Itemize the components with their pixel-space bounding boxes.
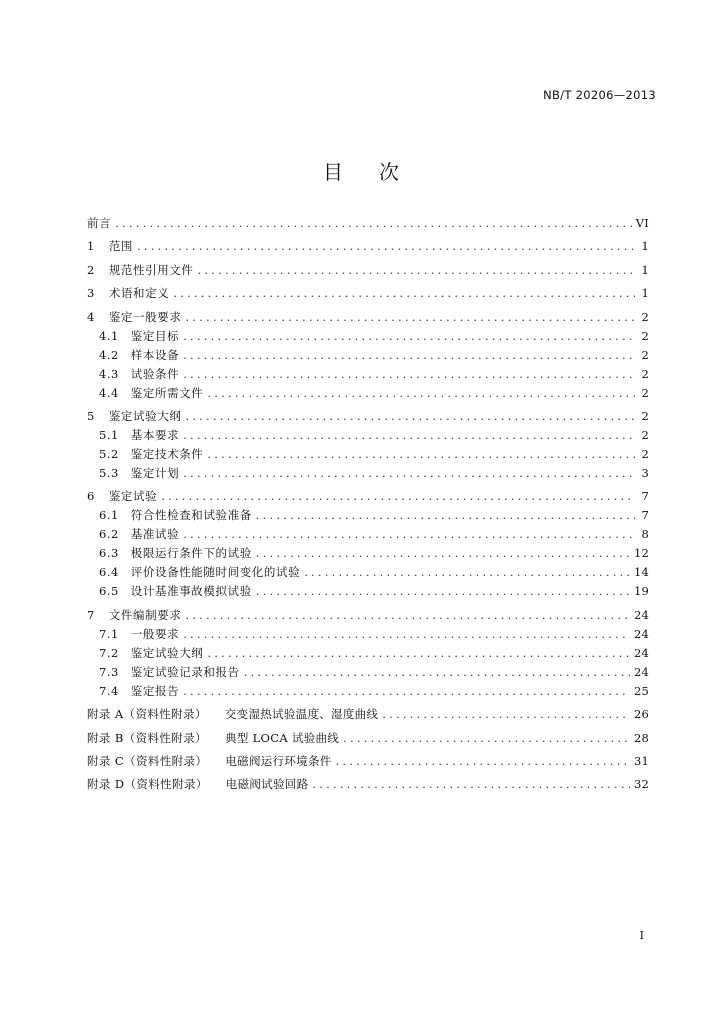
toc-entry-label: 交变湿热试验温度、湿度曲线 xyxy=(224,707,379,722)
toc-entry-label: 术语和定义 xyxy=(108,286,170,301)
toc-entry-number: 6.5 xyxy=(99,584,119,599)
toc-entry-number: 7.3 xyxy=(99,664,119,679)
toc-page-number: 2 xyxy=(641,347,649,362)
toc-subentry[interactable] xyxy=(87,506,649,525)
toc-entry-label: 鉴定试验大纲 xyxy=(108,408,182,423)
page-title xyxy=(0,156,724,185)
toc-page-number: 7 xyxy=(641,508,649,523)
dot-leader xyxy=(183,346,635,365)
toc-annex-entry[interactable] xyxy=(87,729,649,748)
dot-leader xyxy=(185,407,635,426)
toc-page-number: 28 xyxy=(633,730,649,745)
toc-subentry[interactable] xyxy=(87,563,649,582)
dot-leader xyxy=(183,625,630,644)
dot-leader xyxy=(312,775,630,794)
toc-entry-label: 鉴定试验大纲 xyxy=(130,645,204,660)
toc-page-number: VI xyxy=(635,216,649,230)
dot-leader xyxy=(256,544,630,563)
toc-entry-label: 鉴定一般要求 xyxy=(108,309,182,324)
toc-page-number: 25 xyxy=(633,683,649,698)
dot-leader xyxy=(207,384,635,403)
toc-entry-number: 5.1 xyxy=(99,427,119,442)
dot-leader xyxy=(382,705,630,724)
toc-subentry[interactable] xyxy=(87,365,649,384)
toc-page-number: 2 xyxy=(641,427,649,442)
toc-entry-number: 1 xyxy=(87,239,95,254)
table-of-contents xyxy=(87,214,649,794)
toc-entry-label: 鉴定目标 xyxy=(130,328,180,343)
dot-leader xyxy=(185,308,635,327)
toc-annex-entry[interactable] xyxy=(87,705,649,724)
page-title-left: 目 xyxy=(323,160,345,184)
toc-entry-number: 4.3 xyxy=(99,366,119,381)
dot-leader xyxy=(207,644,630,663)
toc-entry-number: 6.4 xyxy=(99,565,119,580)
toc-entry-label: 鉴定所需文件 xyxy=(130,385,204,400)
toc-page-number: 7 xyxy=(641,489,649,504)
toc-entry[interactable] xyxy=(87,214,649,233)
toc-page-number: 2 xyxy=(641,309,649,324)
toc-entry[interactable] xyxy=(87,407,649,426)
toc-page-number: 24 xyxy=(633,626,649,641)
toc-subentry[interactable] xyxy=(87,346,649,365)
toc-annex-entry[interactable] xyxy=(87,752,649,771)
toc-entry-label: 样本设备 xyxy=(130,347,180,362)
toc-subentry[interactable] xyxy=(87,663,649,682)
dot-leader xyxy=(173,284,635,303)
toc-page-number: 2 xyxy=(641,446,649,461)
footer-page-number: I xyxy=(639,929,644,942)
toc-entry-label: 鉴定计划 xyxy=(130,465,180,480)
toc-annex-label: 附录 D（资料性附录） xyxy=(87,777,208,792)
toc-page-number: 31 xyxy=(633,753,649,768)
toc-page-number: 2 xyxy=(641,385,649,400)
toc-entry-label: 基准试验 xyxy=(130,527,180,542)
dot-leader xyxy=(183,525,635,544)
toc-entry-number: 7.4 xyxy=(99,683,119,698)
toc-entry-label: 鉴定试验记录和报告 xyxy=(130,664,240,679)
toc-annex-label: 附录 B（资料性附录） xyxy=(87,730,208,745)
toc-page-number: 19 xyxy=(633,584,649,599)
toc-entry-label: 范围 xyxy=(108,239,134,254)
toc-subentry[interactable] xyxy=(87,582,649,601)
toc-page-number: 26 xyxy=(633,707,649,722)
toc-page-number: 14 xyxy=(633,565,649,580)
toc-entry[interactable] xyxy=(87,284,649,303)
toc-entry-label: 规范性引用文件 xyxy=(108,262,194,277)
toc-entry-number: 7.2 xyxy=(99,645,119,660)
toc-entry-label: 评价设备性能随时间变化的试验 xyxy=(130,565,301,580)
toc-entry-label: 前言 xyxy=(87,216,112,230)
toc-entry-number: 6 xyxy=(87,489,95,504)
toc-page-number: 2 xyxy=(641,408,649,423)
toc-entry-number: 4 xyxy=(87,309,95,324)
toc-entry-number: 4.4 xyxy=(99,385,119,400)
toc-entry-label: 电磁阀运行环境条件 xyxy=(225,753,332,768)
toc-entry-label: 试验条件 xyxy=(130,366,180,381)
dot-leader xyxy=(183,464,635,483)
toc-entry-label: 设计基准事故模拟试验 xyxy=(130,584,252,599)
dot-leader xyxy=(343,729,630,748)
dot-leader xyxy=(207,445,635,464)
toc-subentry[interactable] xyxy=(87,625,649,644)
toc-entry-label: 基本要求 xyxy=(130,427,180,442)
toc-entry-label: 鉴定试验 xyxy=(108,489,158,504)
toc-entry-number: 5.3 xyxy=(99,465,119,480)
toc-page-number: 8 xyxy=(641,527,649,542)
toc-entry-number: 5.2 xyxy=(99,446,119,461)
toc-entry-label: 鉴定技术条件 xyxy=(130,446,204,461)
dot-leader xyxy=(256,506,635,525)
toc-entry-label: 电磁阀试验回路 xyxy=(225,777,309,792)
toc-page-number: 12 xyxy=(633,546,649,561)
dot-leader xyxy=(304,563,630,582)
toc-entry-label: 文件编制要求 xyxy=(108,607,182,622)
toc-subentry[interactable] xyxy=(87,544,649,563)
toc-subentry[interactable] xyxy=(87,445,649,464)
toc-subentry[interactable] xyxy=(87,682,649,701)
toc-entry[interactable] xyxy=(87,487,649,506)
toc-entry-number: 7.1 xyxy=(99,626,119,641)
toc-entry-number: 3 xyxy=(87,286,95,301)
toc-entry-label: 鉴定报告 xyxy=(130,683,180,698)
toc-page-number: 24 xyxy=(633,645,649,660)
toc-page-number: 1 xyxy=(641,239,649,254)
dot-leader xyxy=(115,214,632,233)
toc-annex-label: 附录 A（资料性附录） xyxy=(87,707,207,722)
toc-entry[interactable] xyxy=(87,261,649,280)
toc-subentry[interactable] xyxy=(87,327,649,346)
dot-leader xyxy=(137,237,635,256)
toc-page-number: 1 xyxy=(641,262,649,277)
dot-leader xyxy=(244,663,630,682)
toc-page-number: 32 xyxy=(633,777,649,792)
toc-entry-label: 一般要求 xyxy=(130,626,180,641)
toc-annex-entry[interactable] xyxy=(87,775,649,794)
toc-entry[interactable] xyxy=(87,308,649,327)
dot-leader xyxy=(161,487,635,506)
toc-entry-number: 7 xyxy=(87,607,95,622)
toc-entry-label: 极限运行条件下的试验 xyxy=(130,546,252,561)
toc-page-number: 2 xyxy=(641,366,649,381)
dot-leader xyxy=(256,582,630,601)
toc-entry-number: 6.1 xyxy=(99,508,119,523)
toc-page-number: 24 xyxy=(633,664,649,679)
toc-entry-number: 2 xyxy=(87,262,95,277)
dot-leader xyxy=(185,606,630,625)
toc-subentry[interactable] xyxy=(87,426,649,445)
toc-entry-number: 6.3 xyxy=(99,546,119,561)
toc-annex-label: 附录 C（资料性附录） xyxy=(87,753,208,768)
toc-entry-label: 典型 LOCA 试验曲线 xyxy=(225,730,340,745)
dot-leader xyxy=(198,261,635,280)
dot-leader xyxy=(183,426,635,445)
toc-entry-number: 6.2 xyxy=(99,527,119,542)
standard-number: NB/T 20206—2013 xyxy=(543,88,656,102)
dot-leader xyxy=(336,752,630,771)
toc-entry[interactable] xyxy=(87,606,649,625)
dot-leader xyxy=(183,327,635,346)
toc-entry-number: 4.1 xyxy=(99,328,119,343)
toc-entry-number: 4.2 xyxy=(99,347,119,362)
toc-subentry[interactable] xyxy=(87,464,649,483)
toc-subentry[interactable] xyxy=(87,525,649,544)
toc-entry-number: 5 xyxy=(87,408,95,423)
toc-entry[interactable] xyxy=(87,237,649,256)
toc-entry-label: 符合性检查和试验准备 xyxy=(130,508,252,523)
toc-subentry[interactable] xyxy=(87,384,649,403)
toc-page-number: 24 xyxy=(633,607,649,622)
toc-page-number: 2 xyxy=(641,328,649,343)
toc-page-number: 3 xyxy=(641,465,649,480)
dot-leader xyxy=(183,365,635,384)
toc-page-number: 1 xyxy=(641,286,649,301)
toc-subentry[interactable] xyxy=(87,644,649,663)
page-title-right: 次 xyxy=(379,160,401,184)
dot-leader xyxy=(183,682,630,701)
